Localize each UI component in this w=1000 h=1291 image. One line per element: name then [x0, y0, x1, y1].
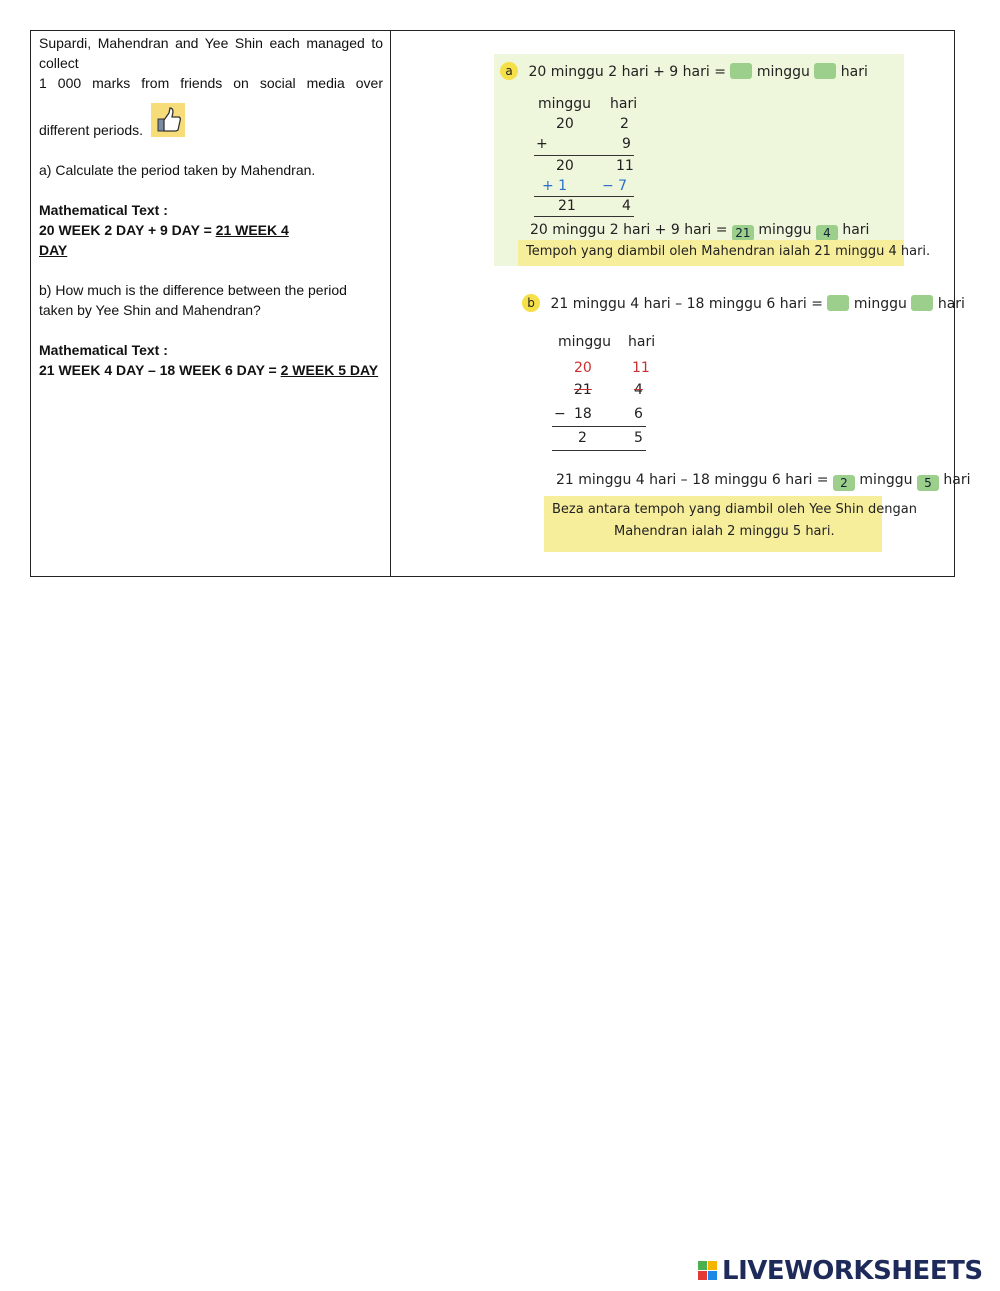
b-r4-week: 2 [578, 430, 587, 446]
b-answer-1: Beza antara tempoh yang diambil oleh Yee Shin dengan [552, 502, 917, 517]
a-r5-day: 4 [622, 198, 631, 214]
a-r2-op: + [536, 136, 548, 152]
thumbs-up-icon [151, 103, 185, 137]
b-result-day-box: 5 [917, 475, 939, 491]
b-r3-day: 6 [634, 406, 643, 422]
part-b-question-1: b) How much is the difference between the period [39, 282, 347, 298]
b-result-unit-week: minggu [859, 472, 913, 488]
col-week-b: minggu [558, 334, 612, 350]
math-label-b: Mathematical Text : [39, 342, 168, 358]
b-r3-week: 18 [574, 406, 592, 422]
blank-week-box [730, 63, 752, 79]
intro-line-1: Supardi, Mahendran and Yee Shin each managed to collect [39, 35, 383, 71]
liveworksheets-logo [698, 1258, 994, 1284]
logo-blocks-icon [698, 1261, 718, 1281]
a-result-unit-week: minggu [758, 222, 812, 238]
b-result-week-box: 2 [833, 475, 855, 491]
b-sub-line [552, 426, 646, 427]
brand-name: LIVEWORKSHEETS [722, 1256, 983, 1286]
part-a-header [500, 62, 868, 80]
part-b-label: b [522, 294, 540, 312]
b-answer-2: Mahendran ialah 2 minggu 5 hari. [614, 524, 835, 539]
a-result-expr: 20 minggu 2 hari + 9 hari = [530, 222, 728, 238]
part-b-unit-day: hari [937, 296, 965, 312]
b-r2-week: 21 [574, 382, 592, 398]
textbook-part-a [494, 54, 931, 266]
part-b-question-2: taken by Yee Shin and Mahendran? [39, 302, 261, 318]
a-total-line [534, 196, 634, 197]
a-answer: Tempoh yang diambil oleh Mahendran ialah 21 minggu 4 hari. [526, 244, 931, 259]
b-blank-day-box [911, 295, 933, 311]
part-a-header-expr: 20 minggu 2 hari + 9 hari = [528, 64, 726, 80]
b-r3-op: − [554, 406, 566, 422]
part-b-header [522, 294, 965, 312]
part-a-result [530, 222, 869, 241]
a-r4-week: + 1 [542, 178, 568, 194]
a-result-week-box: 21 [732, 225, 754, 241]
math-label-a: Mathematical Text : [39, 202, 168, 218]
math-b-line [39, 360, 383, 380]
col-week-a: minggu [538, 96, 592, 112]
part-a-unit-week: minggu [756, 64, 810, 80]
b-result-unit-day: hari [943, 472, 971, 488]
part-b-header-expr: 21 minggu 4 hari – 18 minggu 6 hari = [550, 296, 823, 312]
a-r3-day: 11 [616, 158, 634, 174]
a-result-day-box: 4 [816, 225, 838, 241]
a-r5-week: 21 [558, 198, 576, 214]
b-r1-day: 11 [632, 360, 650, 376]
math-b-answer: 2 WEEK 5 DAY [280, 362, 379, 378]
math-a-expr: 20 WEEK 2 DAY + 9 DAY = [39, 222, 216, 238]
question-column [39, 33, 383, 380]
col-day-b: hari [628, 334, 656, 350]
part-a-question: a) Calculate the period taken by Mahendran. [39, 162, 316, 178]
math-a-answer-2: DAY [39, 242, 68, 258]
b-result-expr: 21 minggu 4 hari – 18 minggu 6 hari = [556, 472, 829, 488]
b-r2-day: 4 [634, 382, 643, 398]
a-r3-week: 20 [556, 158, 574, 174]
math-a-answer-1: 21 WEEK 4 [215, 222, 289, 238]
textbook-part-b [518, 290, 971, 562]
a-r1-day: 2 [620, 116, 629, 132]
math-b-expr: 21 WEEK 4 DAY – 18 WEEK 6 DAY = [39, 362, 281, 378]
a-r4-day: − 7 [602, 178, 628, 194]
a-r2-day: 9 [622, 136, 631, 152]
b-total-line [552, 450, 646, 451]
b-blank-week-box [827, 295, 849, 311]
blank-day-box [814, 63, 836, 79]
math-a-line [39, 220, 383, 240]
col-day-a: hari [610, 96, 638, 112]
a-double-line [534, 216, 634, 217]
intro-line-2: 1 000 marks from friends on social media over [39, 75, 383, 91]
a-sum-line [534, 155, 634, 156]
part-b-result [556, 472, 970, 491]
a-result-unit-day: hari [842, 222, 870, 238]
a-r1-week: 20 [556, 116, 574, 132]
column-divider [390, 31, 391, 576]
part-a-label: a [500, 62, 518, 80]
textbook-image [490, 52, 971, 562]
intro-line-3-wrap [39, 103, 383, 140]
intro-line-3: different periods. [39, 122, 144, 138]
b-r1-week: 20 [574, 360, 592, 376]
b-r4-day: 5 [634, 430, 643, 446]
part-a-unit-day: hari [840, 64, 868, 80]
part-b-unit-week: minggu [853, 296, 907, 312]
